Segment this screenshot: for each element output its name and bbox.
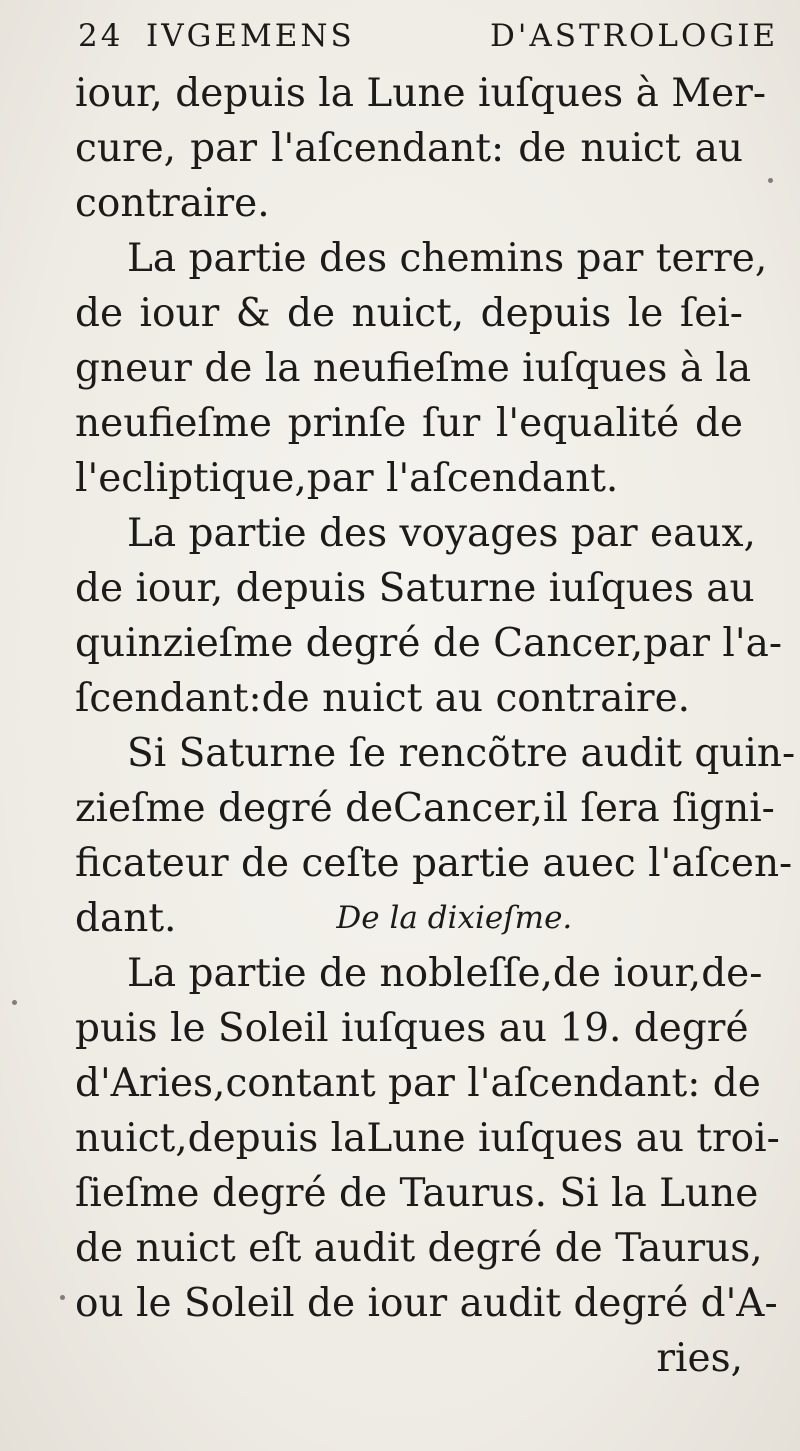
paragraph-start-line: La partie de nobleſſe,de iour,de- <box>127 951 763 996</box>
text-line: ficateur de ceſte partie auec l'aſcen- <box>75 841 793 886</box>
text-line: ou le Soleil de iour audit degré d'A- <box>75 1281 778 1326</box>
text-line: iour, depuis la Lune iuſques à Mer- <box>75 71 767 116</box>
page-number: 24 <box>78 18 124 54</box>
paragraph-start-line: La partie des chemins par terre, <box>127 236 768 281</box>
text-line: ſcendant:de nuict au contraire. <box>75 676 691 721</box>
running-header <box>78 18 779 64</box>
text-line: cure, par l'aſcendant: de nuict au <box>75 126 743 171</box>
text-line: contraire. <box>75 181 270 226</box>
text-line: neufieſme prinſe ſur l'equalité de <box>75 401 743 446</box>
running-title-left: IVGEMENS <box>146 18 355 54</box>
section-heading: De la dixieſme. <box>336 900 573 936</box>
paper-speck <box>12 1000 17 1005</box>
text-line: ſieſme degré de Taurus. Si la Lune <box>75 1171 759 1216</box>
paragraph-start-line: La partie des voyages par eaux, <box>127 511 756 556</box>
text-line: l'ecliptique,par l'aſcendant. <box>75 456 619 501</box>
text-line: puis le Soleil iuſques au 19. degré <box>75 1006 749 1051</box>
catchword-line: ries, <box>656 1336 743 1381</box>
text-line: dant. <box>75 896 177 941</box>
body-text <box>75 66 796 1386</box>
text-line: de nuict eſt audit degré de Taurus, <box>75 1226 763 1271</box>
text-line: quinzieſme degré de Cancer,par l'a- <box>75 621 783 666</box>
text-line: gneur de la neufieſme iuſques à la <box>75 346 752 391</box>
text-line: nuict,depuis laLune iuſques au troi- <box>75 1116 780 1161</box>
paragraph-start-line: Si Saturne ſe rencõtre audit quin- <box>127 731 796 776</box>
text-line: de iour, depuis Saturne iuſques au <box>75 566 755 611</box>
paper-speck <box>60 1295 65 1300</box>
running-title-right: D'ASTROLOGIE <box>490 18 779 54</box>
text-line: de iour & de nuict, depuis le ſei- <box>75 291 743 336</box>
text-line: d'Aries,contant par l'aſcendant: de <box>75 1061 761 1106</box>
paper-speck <box>768 178 773 183</box>
text-line-with-heading <box>75 891 743 946</box>
text-line: zieſme degré deCancer,il ſera ſigni- <box>75 786 775 831</box>
